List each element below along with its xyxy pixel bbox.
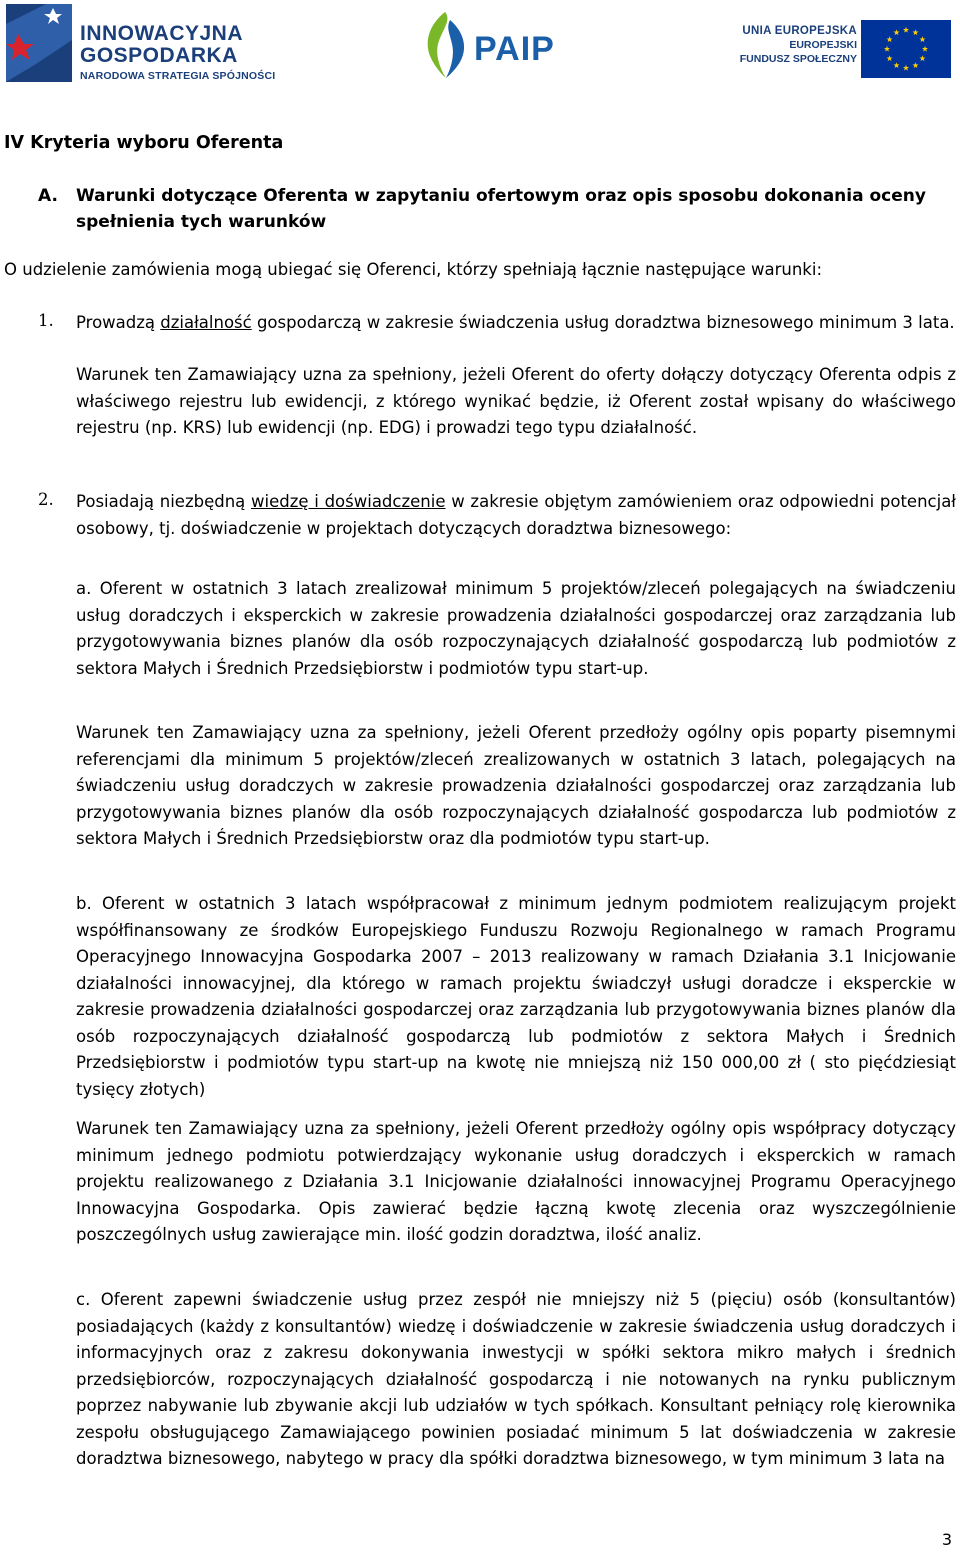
innowacyjna-gospodarka-emblem-icon — [6, 4, 72, 82]
subsection-title: Warunki dotyczące Oferenta w zapytaniu ofertowym oraz opis sposobu dokonania oceny spełnienia tych warunków — [76, 186, 926, 232]
gospodarka-text: GOSPODARKA — [80, 44, 238, 67]
item-2-underlined: wiedzę i doświadczenie — [251, 492, 446, 511]
innowacyjna-gospodarka-logo — [6, 4, 276, 88]
intro-text: O udzielenie zamówienia mogą ubiegać się Oferenci, którzy spełniają łącznie następujące warunki: — [4, 260, 822, 279]
subsection-letter: A. — [38, 186, 58, 206]
item-2-text — [76, 489, 956, 542]
item-2b-condition: Warunek ten Zamawiający uzna za spełniony, jeżeli Oferent przedłoży ogólny opis współpracy dotyczący minimum jednego podmiotu potwierdzający wykonanie usług doradczych i eksperckich w ramach projektu realizowanego z Działania 3.1 Inicjowanie działalności innowacyjnej Programu Operacyjnego Innowacyjna Gospodarka. Opis zawierać będzie łączną kwotę zlecenia oraz wyszczególnienie poszczególnych usług zawierające min. ilość godzin doradztwa, ilość analiz. — [76, 1119, 956, 1244]
item-2-number: 2. — [38, 490, 54, 509]
item-2c-text: c. Oferent zapewni świadczenie usług przez zespół nie mniejszy niż 5 (pięciu) osób (konsultantów) posiadających (każdy z konsultantów) wiedzę i doświadczenie w zakresie świadczenia usług doradczych i informacyjnych oraz z zakresu dokonywania inwestycji w spółki sektora mikro małych i średnich przedsiębiorców, rozpoczynających działalność gospodarczą i nie notowanych na rynku publicznym poprzez nabywanie lub zbywanie akcji lub udziałów w tych spółkach. Konsultant pełniący rolę kierownika zespołu obsługującego Zamawiającego powinien posiadać minimum 5 lat doświadczenia w zakresie doradztwa biznesowego, nabytego w pracy dla spółki doradztwa biznesowego, w tym minimum 3 lata na — [76, 1290, 956, 1468]
innowacyjna-text: INNOWACYJNA — [80, 22, 244, 45]
item-2a-condition: Warunek ten Zamawiający uzna za spełniony, jeżeli Oferent przedłoży ogólny opis poparty pisemnymi referencjami dla minimum 5 projektów/zleceń zrealizowanych w ostatnich 3 latach, polegających na świadczeniu usług doradczych w zakresie prowadzenia działalności gospodarczej oraz zarządzania lub przygotowywania biznes planów dla osób rozpoczynających działalność gospodarcza lub podmiotów z sektora Małych i Średnich Przedsiębiorstw oraz dla podmiotów typu start-up. — [76, 723, 956, 848]
fundusz-spoleczny-text: FUNDUSZ SPOŁECZNY — [739, 53, 857, 65]
page-number: 3 — [941, 1530, 952, 1549]
item-2a-text: a. Oferent w ostatnich 3 latach zrealizował minimum 5 projektów/zleceń polegających na świadczeniu usług doradczych i eksperckich w zakresie prowadzenia działalności gospodarczej oraz zarządzania lub przygotowywania biznes planów dla osób rozpoczynających działalność gospodarczą lub podmiotów z sektora Małych i Średnich Przedsiębiorstw i podmiotów typu start-up. — [76, 579, 956, 678]
item-1-underlined: działalność — [160, 313, 252, 332]
page-header — [0, 0, 960, 100]
section-title: IV Kryteria wyboru Oferenta — [4, 133, 284, 153]
item-1-number: 1. — [38, 311, 54, 330]
item-1-post: gospodarczą w zakresie świadczenia usług doradztwa biznesowego minimum 3 lata. — [251, 313, 955, 332]
europejski-text: EUROPEJSKI — [789, 39, 857, 51]
item-1-text — [76, 310, 956, 337]
narodowa-strategia-text: NARODOWA STRATEGIA SPÓJNOŚCI — [80, 70, 276, 82]
eu-logo — [737, 18, 957, 82]
paip-logo — [420, 10, 570, 82]
paip-text: PAIP — [474, 30, 555, 68]
paip-emblem-icon — [420, 10, 470, 80]
item-1-pre: Prowadzą — [76, 313, 161, 332]
unia-europejska-text: UNIA EUROPEJSKA — [742, 25, 857, 37]
item-2-post: w zakresie objętym zamówieniem oraz odpowiedni potencjał osobowy, tj. doświadczenie w projektach dotyczących doradztwa biznesowego: — [76, 492, 956, 538]
item-1-condition: Warunek ten Zamawiający uzna za spełniony, jeżeli Oferent do oferty dołączy dotyczący Oferenta odpis z właściwego rejestru lub ewidencji, z którego wynikać będzie, iż Oferent został wpisany do właściwego rejestru (np. KRS) lub ewidencji (np. EDG) i prowadzi tego typu działalność. — [76, 365, 956, 437]
eu-text-block — [740, 24, 857, 66]
eu-flag-icon — [861, 20, 951, 78]
item-2b-text: b. Oferent w ostatnich 3 latach współpracował z minimum jednym podmiotem realizującym projekt współfinansowany ze środków Europejskiego Funduszu Rozwoju Regionalnego w ramach Programu Operacyjnego Innowacyjna Gospodarka 2007 – 2013 realizowany w ramach Działania 3.1 Inicjowanie działalności innowacyjnej, dla którego w ramach projektu świadczył usługi doradcze i eksperckie w zakresie prowadzenia działalności gospodarczej oraz zarządzania lub przygotowywania biznes planów dla osób rozpoczynających działalność gospodarczą lub podmiotów z sektora Małych i Średnich Przedsiębiorstw i podmiotów typu start-up na kwotę nie mniejszą niż 150 000,00 zł ( sto pięćdziesiąt tysięcy złotych) — [76, 894, 956, 1099]
item-2-pre: Posiadają niezbędną — [76, 492, 252, 511]
